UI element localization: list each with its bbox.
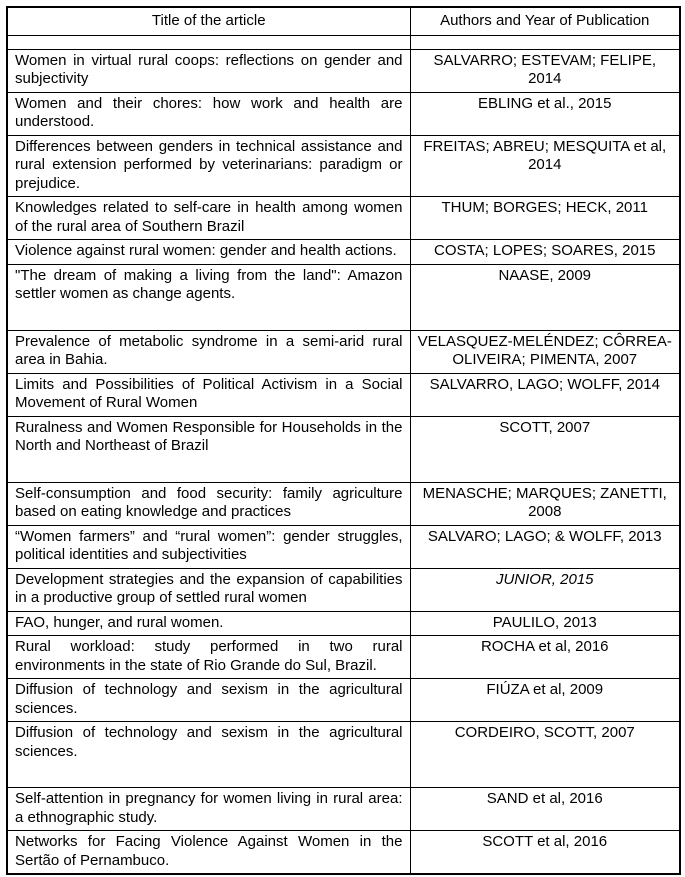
table-row [7, 135, 680, 197]
article-authors: NAASE, 2009 [410, 264, 680, 330]
table-row [7, 330, 680, 373]
article-title: Rural workload: study performed in two rural environments in the state of Rio Grande do Sul, Brazil. [7, 636, 410, 679]
article-title: Women and their chores: how work and health are understood. [7, 92, 410, 135]
table-row [7, 722, 680, 788]
article-title: “Women farmers” and “rural women”: gender struggles, political identities and subjectivities [7, 525, 410, 568]
article-title: Diffusion of technology and sexism in the agricultural sciences. [7, 722, 410, 788]
table-row [7, 240, 680, 265]
article-title: "The dream of making a living from the land": Amazon settler women as change agents. [7, 264, 410, 330]
table-row [7, 416, 680, 482]
table-row [7, 679, 680, 722]
article-title: FAO, hunger, and rural women. [7, 611, 410, 636]
article-authors: JUNIOR, 2015 [410, 568, 680, 611]
article-authors: SALVARRO, LAGO; WOLFF, 2014 [410, 373, 680, 416]
table-row [7, 788, 680, 831]
table-row [7, 831, 680, 875]
article-authors: SALVARRO; ESTEVAM; FELIPE, 2014 [410, 49, 680, 92]
article-authors: SCOTT et al, 2016 [410, 831, 680, 875]
article-authors: CORDEIRO, SCOTT, 2007 [410, 722, 680, 788]
article-title: Violence against rural women: gender and health actions. [7, 240, 410, 265]
article-authors: SAND et al, 2016 [410, 788, 680, 831]
article-authors: SCOTT, 2007 [410, 416, 680, 482]
article-authors: FIÚZA et al, 2009 [410, 679, 680, 722]
table-row [7, 525, 680, 568]
column-header-authors: Authors and Year of Publication [410, 7, 680, 35]
table-row [7, 264, 680, 330]
article-authors: EBLING et al., 2015 [410, 92, 680, 135]
article-title: Self-attention in pregnancy for women living in rural area: a ethnographic study. [7, 788, 410, 831]
header-row [7, 7, 680, 35]
article-title: Prevalence of metabolic syndrome in a semi-arid rural area in Bahia. [7, 330, 410, 373]
articles-table [6, 6, 681, 875]
article-title [7, 35, 410, 49]
article-authors: VELASQUEZ-MELÉNDEZ; CÔRREA-OLIVEIRA; PIMENTA, 2007 [410, 330, 680, 373]
article-authors: ROCHA et al, 2016 [410, 636, 680, 679]
article-title: Ruralness and Women Responsible for Households in the North and Northeast of Brazil [7, 416, 410, 482]
table-row [7, 568, 680, 611]
table-row [7, 92, 680, 135]
table-row [7, 636, 680, 679]
table-row [7, 49, 680, 92]
article-title: Knowledges related to self-care in health among women of the rural area of Southern Brazil [7, 197, 410, 240]
article-title: Development strategies and the expansion of capabilities in a productive group of settled rural women [7, 568, 410, 611]
column-header-title: Title of the article [7, 7, 410, 35]
article-authors: PAULILO, 2013 [410, 611, 680, 636]
article-authors: FREITAS; ABREU; MESQUITA et al, 2014 [410, 135, 680, 197]
article-title: Women in virtual rural coops: reflections on gender and subjectivity [7, 49, 410, 92]
article-authors: MENASCHE; MARQUES; ZANETTI, 2008 [410, 482, 680, 525]
spacer-row [7, 35, 680, 49]
article-authors [410, 35, 680, 49]
article-title: Differences between genders in technical assistance and rural extension performed by veterinarians: paradigm or prejudice. [7, 135, 410, 197]
table-row [7, 482, 680, 525]
article-title: Limits and Possibilities of Political Activism in a Social Movement of Rural Women [7, 373, 410, 416]
article-authors: COSTA; LOPES; SOARES, 2015 [410, 240, 680, 265]
table-row [7, 373, 680, 416]
article-title: Networks for Facing Violence Against Women in the Sertão of Pernambuco. [7, 831, 410, 875]
article-authors: THUM; BORGES; HECK, 2011 [410, 197, 680, 240]
article-title: Self-consumption and food security: family agriculture based on eating knowledge and practices [7, 482, 410, 525]
article-title: Diffusion of technology and sexism in the agricultural sciences. [7, 679, 410, 722]
table-body [7, 35, 680, 874]
article-authors: SALVARO; LAGO; & WOLFF, 2013 [410, 525, 680, 568]
table-row [7, 197, 680, 240]
table-row [7, 611, 680, 636]
